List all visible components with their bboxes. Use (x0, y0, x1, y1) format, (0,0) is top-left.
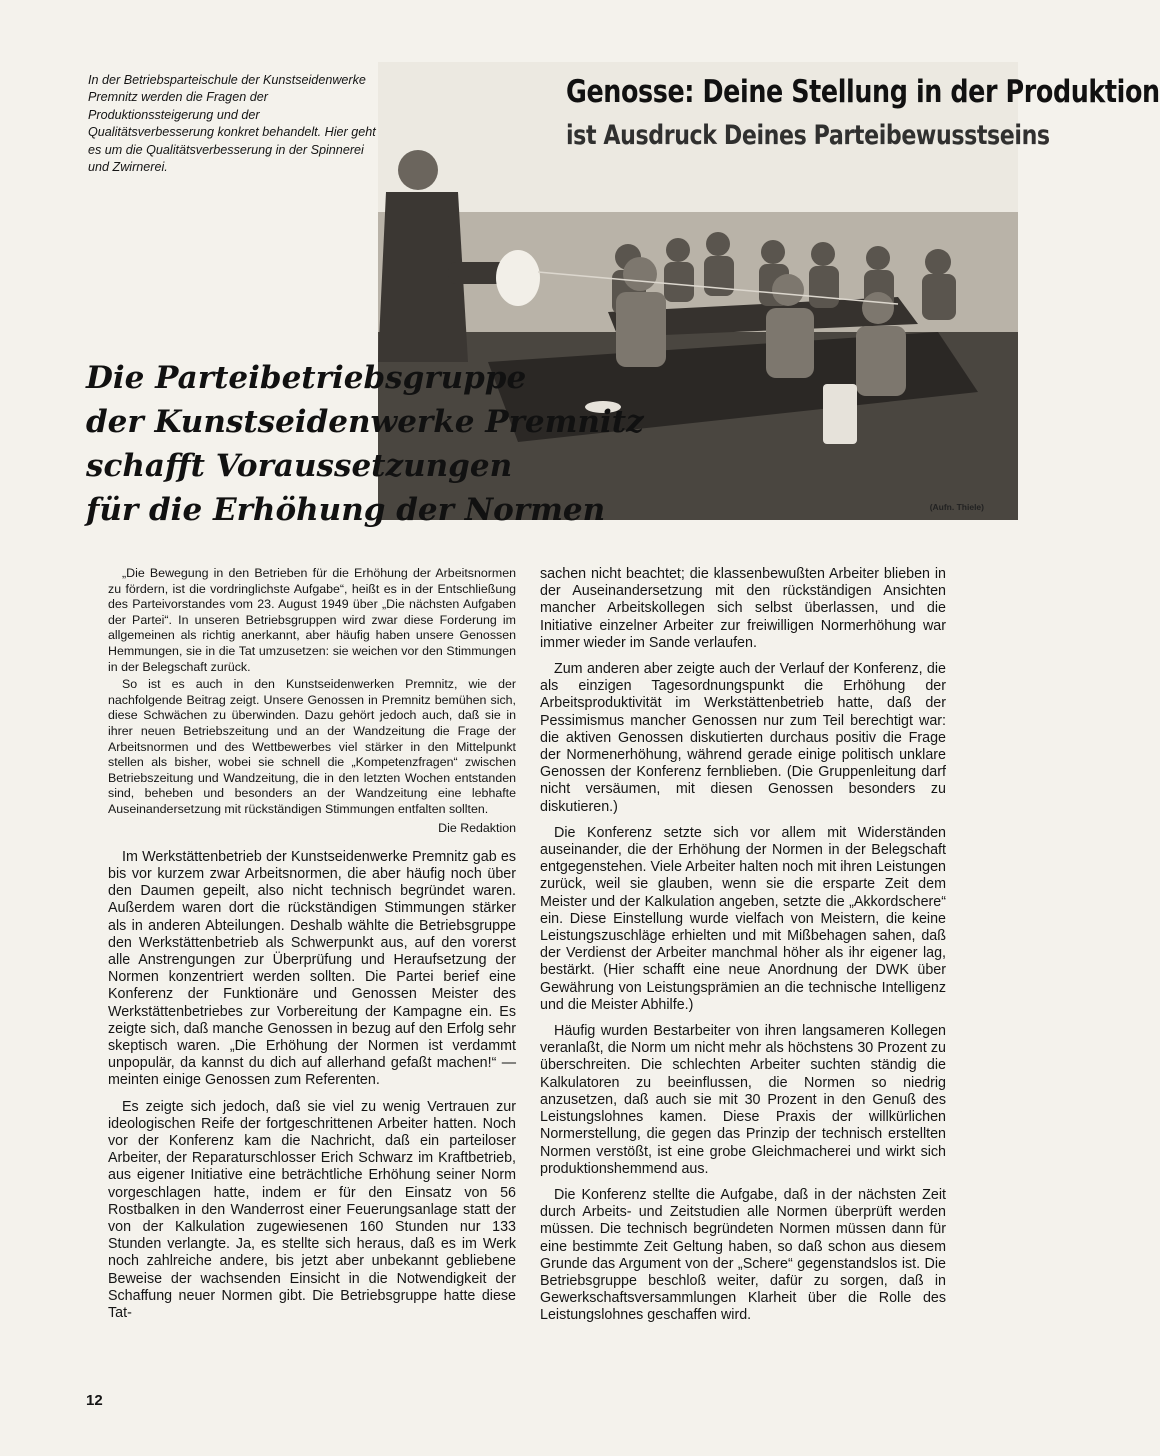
body-paragraph: Im Werkstättenbetrieb der Kunstseidenwerke Premnitz gab es bis vor kurzem zwar Arbeitsnormen, die aber häufig noch über den Daumen gepeilt, also nicht technisch begründet waren. Außerdem waren dort die rückständigen Stimmungen stärker als in anderen Abteilungen. Deshalb wählte die Betriebsgruppe den Werkstättenbetrieb als Schwerpunkt aus, auf den vorerst alle Anstrengungen zur Überprüfung und Heraufsetzung der Normen konzentriert werden sollten. Die Partei berief eine Konferenz der Funktionäre und Genossen Meister des Werkstättenbetriebes zur Vorbereitung der Kampagne ein. Es zeigte sich, daß manche Genossen in bezug auf den Erfolg sehr skeptisch waren. „Die Erhöhung der Normen ist verdammt unpopulär, da kannst du dich auf allerhand gefaßt machen!“ — meinten einige Genossen zum Referenten. (108, 848, 516, 1089)
article-headline (86, 356, 646, 532)
headline-line-1: Die Parteibetriebsgruppe (86, 360, 527, 396)
photo-banner-text-1: Genosse: Deine Stellung in der Produktion (566, 74, 1160, 110)
headline-line-2: der Kunstseidenwerke Premnitz (86, 404, 644, 440)
editorial-intro (108, 566, 516, 818)
body-paragraph: sachen nicht beachtet; die klassenbewußten Arbeiter blieben in der Auseinandersetzung mit den rückständigen Ansichten mancher Arbeitskollegen sich selbst überlassen, und die Initiative einzelner Arbeiter zur freiwilligen Normerhöhung war immer wieder im Sande verlaufen. (540, 566, 946, 651)
body-paragraph: Häufig wurden Bestarbeiter von ihren langsameren Kollegen veranlaßt, die Norm um nicht mehr als höchstens 30 Prozent zu überschreiten. Die schlechten Arbeiter suchten ständig die Kalkulatoren zu beeinflussen, die Normen so niedrig anzusetzen, daß auch sie mit 30 Prozent in den Genuß des Leistungslohnes kamen. Diese Praxis der willkürlichen Normerstellung, die gegen das Prinzip der technisch erstellten Normen verstößt, ist eine grobe Gleichmacherei und wirkt sich produktionshemmend aus. (540, 1023, 946, 1177)
body-paragraph: Es zeigte sich jedoch, daß sie viel zu wenig Vertrauen zur ideologischen Reife der fortgeschrittenen Arbeiter hatten. Noch vor der Konferenz kam die Nachricht, daß ein parteiloser Arbeiter, der Reparaturschlosser Erich Schwarz im Kraftbetrieb, aus eigener Initiative eine beträchtliche Erhöhung seiner Norm vorgeschlagen hatte, indem er für den Einsatz von 56 Rostbalken in den Wanderrost einer Feuerungsanlage statt der von der Kalkulation zugewiesenen 160 Stunden nur 133 Stunden verlangte. Ja, es stellte sich heraus, daß es im Werk noch zahlreiche andere, bis jetzt aber unbekannt gebliebene Beweise der wachsenden Einsicht in die Notwendigkeit der Schaffung neuer Normen gibt. Die Betriebsgruppe hatte diese Tat- (108, 1098, 516, 1321)
photo-jar (823, 384, 857, 444)
intro-paragraph: „Die Bewegung in den Betrieben für die Erhöhung der Arbeitsnormen zu fördern, ist die vordringlichste Aufgabe“, heißt es in der Entschließung des Parteivorstandes vom 23. August 1949 über „Die nächsten Aufgaben der Partei“. In unseren Betriebsgruppen wird zwar diese Forderung im allgemeinen als richtig anerkannt, aber häufig haben unsere Genossen Hemmungen, sie in die Tat umzusetzen: sie weichen vor den Stimmungen in der Belegschaft zurück. (108, 566, 516, 674)
headline-line-3: schafft Voraussetzungen (86, 448, 513, 484)
body-paragraph: Die Konferenz setzte sich vor allem mit Widerständen auseinander, die der Erhöhung der Normen in der Belegschaft entgegenstehen. Viele Arbeiter halten noch mit ihren Leistungen zurück, weil sie glauben, wenn sie die ersparte Zeit dem Meister und der Kalkulation angeben, setzte die „Akkordschere“ ein. Diese Einstellung wurde vielfach von Meistern, die keine Leistungszuschläge erhielten und mit Mißbehagen sahen, daß der Verdienst der Arbeiter manchmal höher als ihr eigener lag, bestärkt. (Hier schafft eine neue Anordnung der DWK über Gewährung von Leistungsprämien an die technische Intelligenz und die Meister Abhilfe.) (540, 824, 946, 1013)
intro-signature: Die Redaktion (438, 820, 516, 835)
left-body (108, 849, 516, 1322)
page-number: 12 (86, 1392, 103, 1409)
left-column (108, 566, 516, 1331)
body-paragraph: Die Konferenz stellte die Aufgabe, daß in der nächsten Zeit durch Arbeits- und Zeitstudien alle Normen überprüft werden müssen. Die technisch begründeten Normen müssen dann für eine bestimmte Zeit Geltung haben, so daß schon aus diesem Grunde das Argument von der „Schere“ gegenstandslos ist. Die Betriebsgruppe beschloß weiter, dafür zu sorgen, daß in Gewerkschaftsversammlungen Klarheit über die Rolle des Leistungslohnes geschaffen wird. (540, 1186, 946, 1324)
photo-spool (496, 250, 540, 306)
photo-caption: In der Betriebsparteischule der Kunstseidenwerke Premnitz werden die Fragen der Produktionssteigerung und der Qualitätsverbesserung konkret behandelt. Hier geht es um die Qualitätsverbesserung in der Spinnerei und Zwirnerei. (88, 73, 376, 175)
headline-line-4: für die Erhöhung der Normen (86, 492, 606, 528)
intro-paragraph: So ist es auch in den Kunstseidenwerken Premnitz, wie der nachfolgende Beitrag zeigt. Unsere Genossen in Premnitz bemühen sich, diese Schwächen zu überwinden. Dazu gehört jedoch auch, daß sie in ihrer neuen Betriebszeitung und an der Wandzeitung die Frage der Arbeitsnormen und des Wettbewerbes viel stärker in den Mittelpunkt stellen als bisher, wobei sie schnell die „Kompetenzfragen“ zwischen Betriebszeitung und Wandzeitung, die in den letzten Wochen entstanden sind, beheben und besonders an der Wandzeitung eine lebhafte Auseinandersetzung mit rückständigen Stimmungen entfalten sollten. (108, 677, 516, 816)
body-paragraph: Zum anderen aber zeigte auch der Verlauf der Konferenz, die als einzigen Tagesordnungspunkt die Erhöhung der Arbeitsproduktivität im Werkstättenbetrieb hatte, daß der Pessimismus mancher Genossen nur zum Teil berechtigt war: die aktiven Genossen diskutierten durchaus positiv die Frage der Normenerhöhung, während gerade einige politisch unklare Genossen der Konferenz fernblieben. (Die Gruppenleitung darf nicht versäumen, mit diesen Genossen besonders zu diskutieren.) (540, 661, 946, 815)
photo-banner-text-2: ist Ausdruck Deines Parteibewusstseins (566, 120, 1050, 151)
photo-credit: (Aufn. Thiele) (929, 502, 984, 512)
right-column (540, 566, 946, 1334)
